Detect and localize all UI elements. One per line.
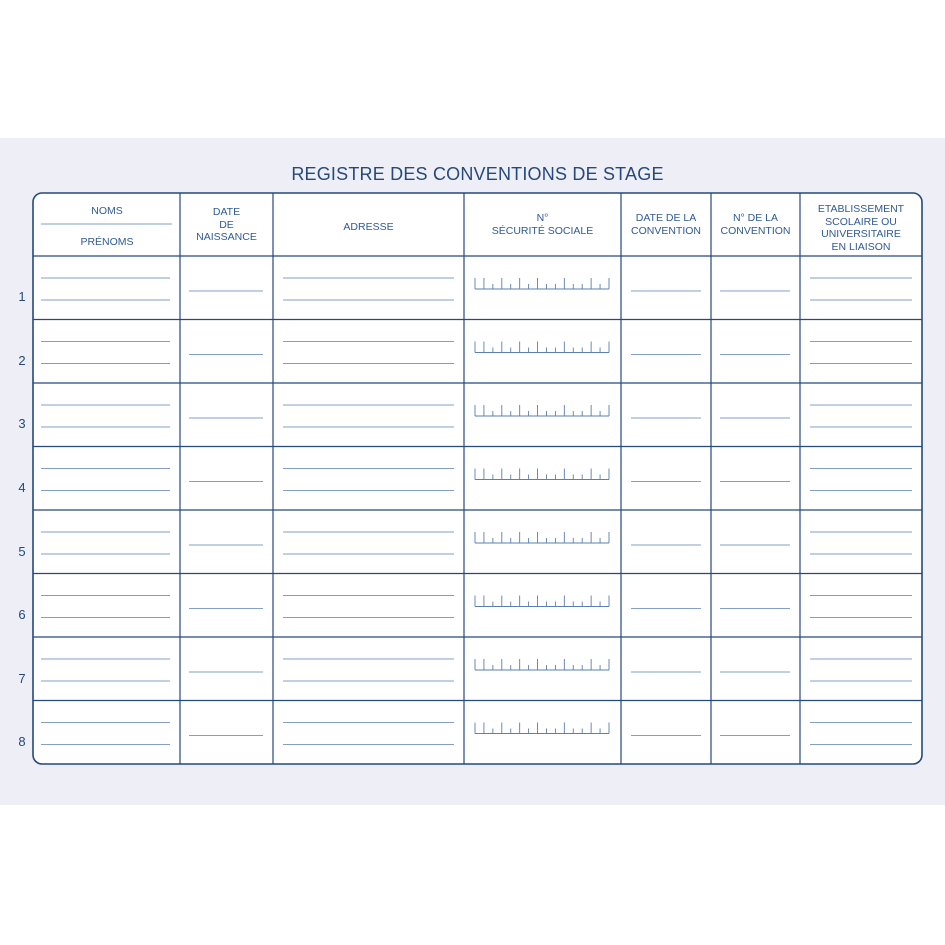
header-date-convention-line1: DATE DE LA bbox=[635, 212, 697, 224]
header-date-naissance-line3: NAISSANCE bbox=[196, 231, 257, 243]
row-number: 6 bbox=[18, 607, 26, 622]
header-etablissement-line1: ETABLISSEMENT bbox=[817, 203, 905, 215]
header-securite-sociale bbox=[464, 212, 621, 237]
header-date-naissance-line1: DATE bbox=[212, 206, 241, 218]
header-date-naissance-line2: DE bbox=[219, 218, 234, 231]
header-date-convention-line2: CONVENTION bbox=[630, 224, 701, 237]
table-frame bbox=[33, 193, 922, 764]
header-numero-convention bbox=[711, 212, 800, 237]
header-etablissement-line3: UNIVERSITAIRE bbox=[821, 228, 901, 240]
header-etablissement-line2: SCOLAIRE OU bbox=[825, 215, 897, 228]
header-adresse: ADRESSE bbox=[343, 221, 394, 233]
header-date-convention bbox=[621, 212, 711, 237]
row-number: 1 bbox=[18, 289, 26, 304]
header-etablissement bbox=[800, 203, 922, 253]
header-date-naissance bbox=[180, 206, 273, 244]
header-numero-convention-line2: CONVENTION bbox=[720, 224, 791, 237]
header-prenoms: PRÉNOMS bbox=[80, 236, 134, 248]
row-number: 5 bbox=[18, 544, 26, 559]
header-numero-convention-line1: N° DE LA bbox=[732, 212, 779, 224]
form-title: REGISTRE DES CONVENTIONS DE STAGE bbox=[291, 164, 664, 184]
row-number: 7 bbox=[18, 671, 26, 686]
header-etablissement-line4: EN LIAISON bbox=[831, 240, 891, 253]
row-number: 8 bbox=[18, 734, 26, 749]
header-secu-line2: SÉCURITÉ SOCIALE bbox=[491, 224, 594, 237]
row-number: 3 bbox=[18, 416, 26, 431]
header-noms: NOMS bbox=[91, 205, 123, 217]
header-secu-line1: N° bbox=[536, 212, 549, 224]
row-number: 4 bbox=[18, 480, 26, 495]
row-number: 2 bbox=[18, 353, 26, 368]
